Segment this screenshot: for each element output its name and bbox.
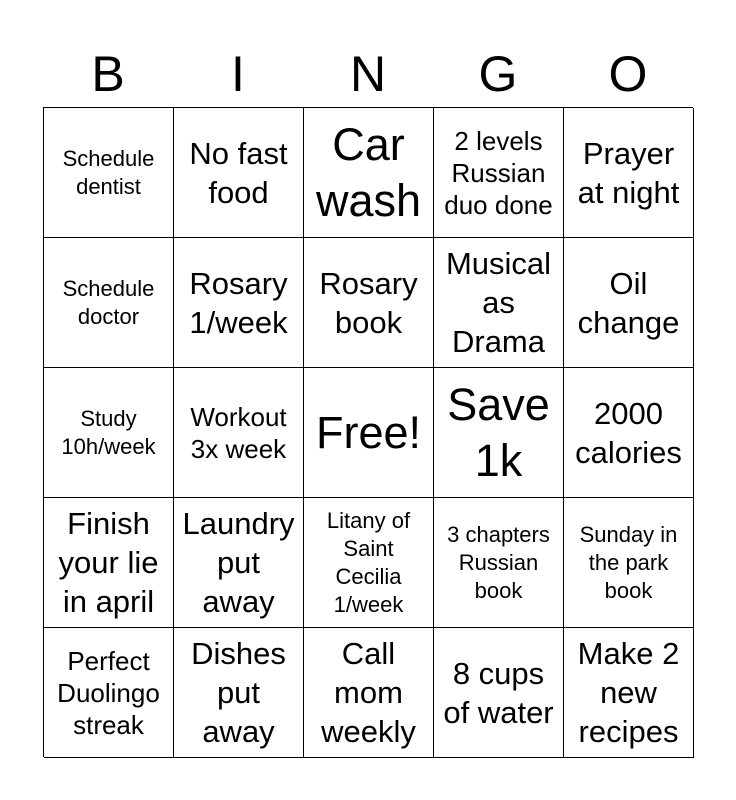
bingo-cell[interactable] xyxy=(304,108,434,238)
bingo-cell[interactable] xyxy=(434,238,564,368)
bingo-cell[interactable] xyxy=(174,108,304,238)
bingo-cell[interactable] xyxy=(434,368,564,498)
cell-text: Dishes put away xyxy=(191,636,286,749)
bingo-cell[interactable] xyxy=(564,498,694,628)
bingo-cell[interactable] xyxy=(44,498,174,628)
bingo-cell[interactable] xyxy=(564,108,694,238)
bingo-cell[interactable] xyxy=(174,498,304,628)
free-space-text: Free! xyxy=(315,406,422,458)
bingo-cell[interactable] xyxy=(434,628,564,758)
bingo-cell[interactable] xyxy=(174,628,304,758)
header-letter-g: G xyxy=(478,46,518,102)
bingo-cell[interactable] xyxy=(44,238,174,368)
bingo-cell[interactable] xyxy=(434,498,564,628)
cell-text: Oil change xyxy=(577,265,680,340)
header-letter-b: B xyxy=(91,46,125,102)
cell-text: 3 chapters Russian book xyxy=(447,521,550,603)
cell-text: Car wash xyxy=(315,118,422,226)
cell-text: Rosary 1/week xyxy=(189,265,288,340)
cell-text: 8 cups of water xyxy=(443,655,554,730)
cell-text: 2 levels Russian duo done xyxy=(444,125,553,220)
cell-text: Schedule doctor xyxy=(62,275,155,329)
cell-text: Prayer at night xyxy=(577,135,680,210)
bingo-cell[interactable] xyxy=(564,238,694,368)
header-letter-i: I xyxy=(231,46,245,102)
cell-text: Perfect Duolingo streak xyxy=(57,645,160,740)
bingo-cell[interactable] xyxy=(174,238,304,368)
bingo-cell[interactable] xyxy=(44,368,174,498)
header-letter-n: N xyxy=(349,46,387,102)
cell-text: Sunday in the park book xyxy=(579,521,678,603)
cell-text: Call mom weekly xyxy=(321,636,416,749)
bingo-cell[interactable] xyxy=(304,238,434,368)
cell-text: Rosary book xyxy=(319,265,418,340)
header-letter-o: O xyxy=(608,46,648,102)
bingo-cell[interactable] xyxy=(304,498,434,628)
cell-text: Finish your lie in april xyxy=(58,506,159,619)
cell-text: Save 1k xyxy=(447,378,550,486)
bingo-board xyxy=(43,107,693,757)
cell-text: Musical as Drama xyxy=(445,246,552,359)
bingo-cell[interactable] xyxy=(44,108,174,238)
free-space-cell[interactable] xyxy=(304,368,434,498)
cell-text: No fast food xyxy=(189,135,288,210)
bingo-cell[interactable] xyxy=(174,368,304,498)
bingo-cell[interactable] xyxy=(564,628,694,758)
cell-text: Schedule dentist xyxy=(62,145,155,199)
bingo-cell[interactable] xyxy=(304,628,434,758)
cell-text: Laundry put away xyxy=(182,506,295,619)
bingo-cell[interactable] xyxy=(434,108,564,238)
cell-text: 2000 calories xyxy=(575,395,682,470)
cell-text: Make 2 new recipes xyxy=(577,636,680,749)
cell-text: Workout 3x week xyxy=(190,401,287,464)
bingo-cell[interactable] xyxy=(564,368,694,498)
bingo-cell[interactable] xyxy=(44,628,174,758)
cell-text: Litany of Saint Cecilia 1/week xyxy=(326,507,411,617)
bingo-header xyxy=(43,40,693,108)
cell-text: Study 10h/week xyxy=(61,405,156,459)
